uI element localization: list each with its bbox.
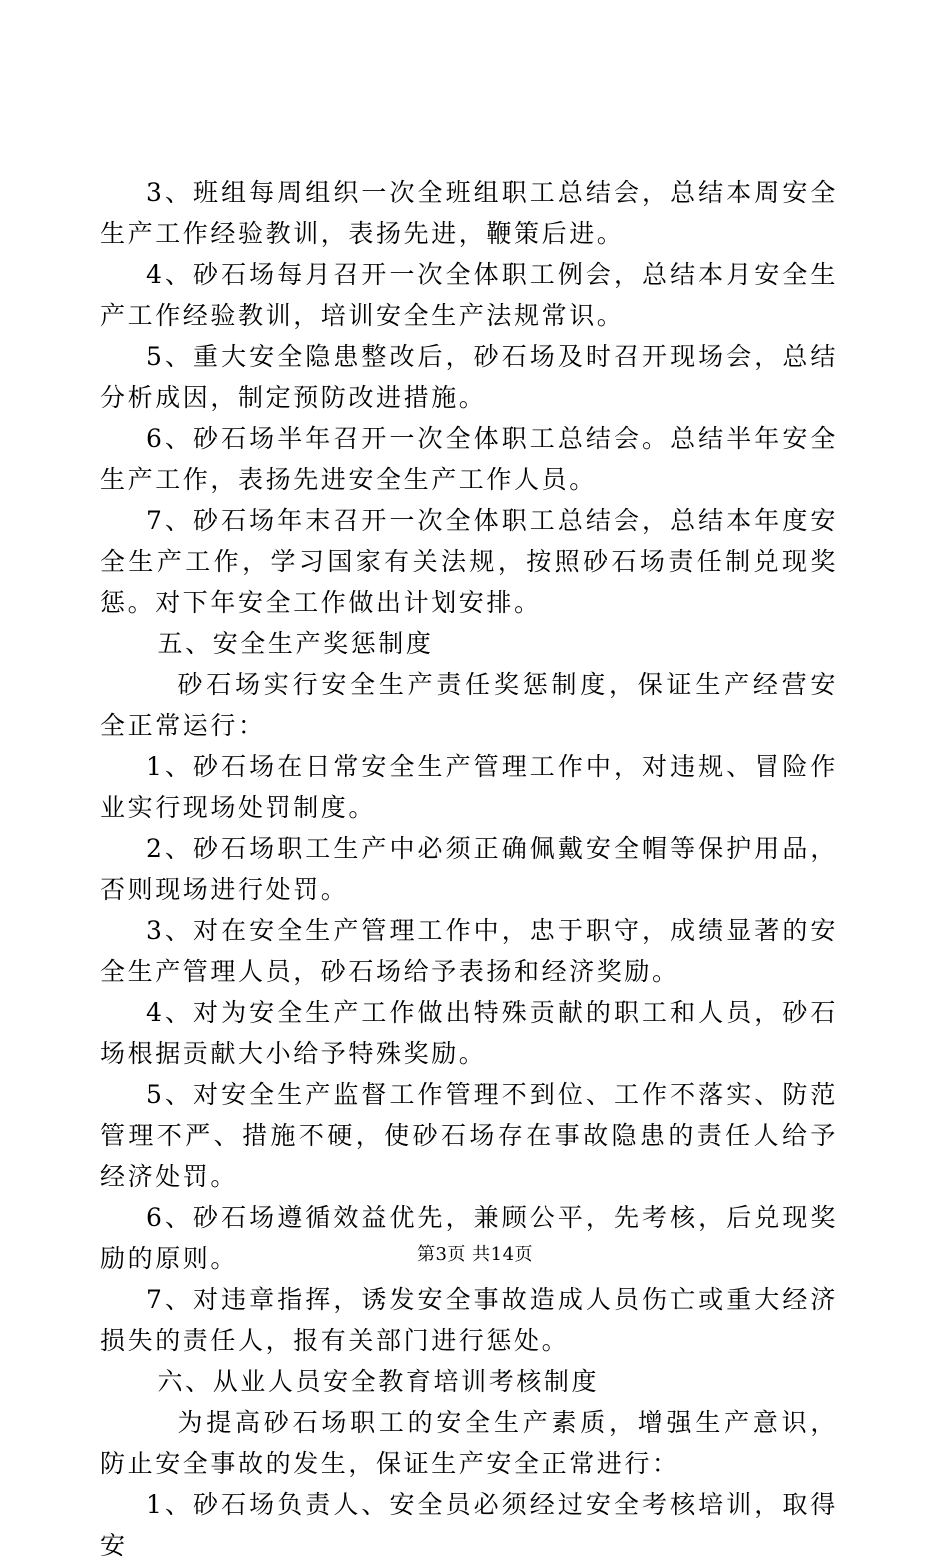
paragraph: 5、重大安全隐患整改后，砂石场及时召开现场会，总结分析成因，制定预防改进措施。 (100, 342, 838, 412)
paragraph: 6、砂石场遵循效益优先，兼顾公平，先考核，后兑现奖励的原则。 (100, 1203, 838, 1273)
section-intro: 为提高砂石场职工的安全生产素质，增强生产意识，防止安全事故的发生，保证生产安全正常进行： (100, 1408, 838, 1478)
section-intro: 砂石场实行安全生产责任奖惩制度，保证生产经营安全正常运行： (100, 670, 838, 740)
paragraph: 3、班组每周组织一次全班组职工总结会，总结本周安全生产工作经验教训，表扬先进，鞭策后进。 (100, 178, 838, 248)
paragraph: 2、砂石场职工生产中必须正确佩戴安全帽等保护用品，否则现场进行处罚。 (100, 834, 838, 904)
paragraph: 3、对在安全生产管理工作中，忠于职守，成绩显著的安全生产管理人员，砂石场给予表扬和经济奖励。 (100, 916, 838, 986)
paragraph: 1、砂石场负责人、安全员必须经过安全考核培训，取得安 (100, 1490, 838, 1560)
section-heading: 五、安全生产奖惩制度 (157, 629, 434, 658)
page-footer (0, 1240, 950, 1266)
paragraph: 7、砂石场年末召开一次全体职工总结会，总结本年度安全生产工作，学习国家有关法规，按照砂石场责任制兑现奖惩。对下年安全工作做出计划安排。 (100, 506, 838, 617)
paragraph: 7、对违章指挥，诱发安全事故造成人员伤亡或重大经济损失的责任人，报有关部门进行惩处。 (100, 1285, 838, 1355)
paragraph: 4、砂石场每月召开一次全体职工例会，总结本月安全生产工作经验教训，培训安全生产法规常识。 (100, 260, 838, 330)
paragraph: 1、砂石场在日常安全生产管理工作中，对违规、冒险作业实行现场处罚制度。 (100, 752, 838, 822)
paragraph: 5、对安全生产监督工作管理不到位、工作不落实、防范管理不严、措施不硬，使砂石场存在事故隐患的责任人给予经济处罚。 (100, 1080, 838, 1191)
page-number: 第3页 共14页 (416, 1244, 534, 1265)
document-body (100, 172, 838, 1566)
paragraph: 4、对为安全生产工作做出特殊贡献的职工和人员，砂石场根据贡献大小给予特殊奖励。 (100, 998, 838, 1068)
section-heading: 六、从业人员安全教育培训考核制度 (157, 1367, 600, 1396)
paragraph: 6、砂石场半年召开一次全体职工总结会。总结半年安全生产工作，表扬先进安全生产工作人员。 (100, 424, 838, 494)
